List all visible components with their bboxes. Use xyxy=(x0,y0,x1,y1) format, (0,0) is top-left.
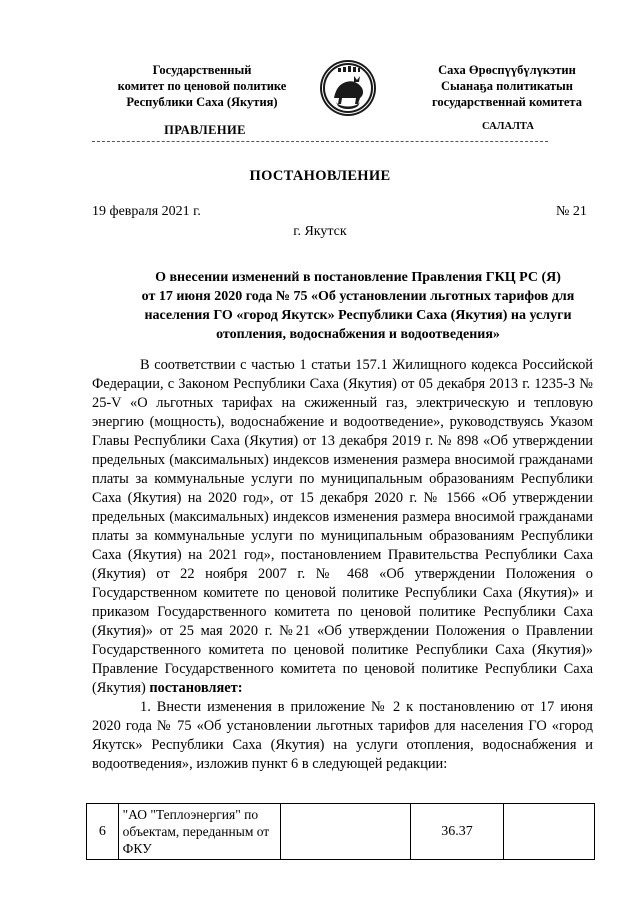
board-label-right: САЛАЛТА xyxy=(482,121,534,132)
header-right-line: Саха Өрөспүүбүлүкэтин xyxy=(438,63,576,77)
document-number: № 21 xyxy=(556,204,587,219)
header-right-line: государственнай комитета xyxy=(432,95,582,109)
document-title: ПОСТАНОВЛЕНИЕ xyxy=(249,168,391,184)
tariff-table xyxy=(86,803,595,860)
document-body xyxy=(92,356,593,774)
subject-line: от 17 июня 2020 года № 75 «Об установлении льготных тарифов для xyxy=(141,289,575,304)
document-date: 19 февраля 2021 г. xyxy=(92,204,201,219)
row-number-cell: 6 xyxy=(87,804,119,860)
header-right-line: Сыанаҕа политикатын xyxy=(441,79,573,93)
resolves-keyword: постановляет: xyxy=(149,680,243,696)
subject-line: О внесении изменений в постановление Правления ГКЦ РС (Я) xyxy=(155,270,561,285)
header-left-line: комитет по ценовой политике xyxy=(117,79,287,93)
tariff-value-cell: 36.37 xyxy=(410,804,503,860)
preamble-text: В соответствии с частью 1 статьи 157.1 Жилищного кодекса Российской Федерации, с Законом Республики Саха (Якутия) от 05 декабря 2013 г. 1235-З № 25-V «О льготных тарифах на сжиженный газ, электрическую и тепловую энергию (мощность), водоснабжение и водоотведение», руководствуясь Указом Главы Республики Саха (Якутия) от 13 декабря 2019 г. № 898 «Об утверждении предельных (максимальных) индексов изменения размера вносимой гражданами платы за коммунальные услуги по муниципальным образованиям Республики Саха (Якутия) на 2020 год», от 15 декабря 2020 г. № 1566 «Об утверждении предельных (максимальных) индексов изменения размера вносимой гражданами платы за коммунальные услуги по муниципальным образованиям Республики Саха (Якутия) на 2021 год», постановлением Правительства Республики Саха (Якутия) от 22 ноября 2007 г. № 468 «Об утверждении Положения о Государственном комитете по ценовой политике Республики Саха (Якутия)» и приказом Государственного комитета по ценовой политике Республики Саха (Якутия)» от 25 мая 2020 г. №21 «Об утверждении Положения о Правлении Государственного комитета по ценовой политике Республики Саха (Якутия)» Правление Государственного комитета по ценовой политике Республики Саха (Якутия) xyxy=(92,357,593,696)
board-label-left: ПРАВЛЕНИЕ xyxy=(164,123,246,137)
header-left-line: Республики Саха (Якутия) xyxy=(126,95,278,109)
coat-of-arms-emblem xyxy=(318,58,378,118)
subject-line: населения ГО «город Якутск» Республики Саха (Якутия) на услуги xyxy=(144,308,572,323)
table-row xyxy=(87,804,595,860)
header-divider xyxy=(92,141,548,142)
empty-cell xyxy=(281,804,411,860)
subject-line: отопления, водоснабжения и водоотведения» xyxy=(216,327,500,342)
header-right-authority xyxy=(392,62,622,110)
organization-cell: "АО "Теплоэнергия" по объектам, переданным от ФКУ xyxy=(118,804,281,860)
header-left-line: Государственный xyxy=(152,63,252,77)
preamble-paragraph xyxy=(92,356,593,698)
document-subject xyxy=(118,268,598,344)
item-1-paragraph: 1. Внести изменения в приложение № 2 к постановлению от 17 июня 2020 года № 75 «Об установлении льготных тарифов для населения ГО «город Якутск» Республики Саха (Якутия) на услуги отопления, водоснабжения и водоотведения», изложив пункт 6 в следующей редакции: xyxy=(92,699,593,772)
header-left-authority xyxy=(92,62,312,110)
empty-cell xyxy=(503,804,594,860)
document-city: г. Якутск xyxy=(293,224,347,239)
